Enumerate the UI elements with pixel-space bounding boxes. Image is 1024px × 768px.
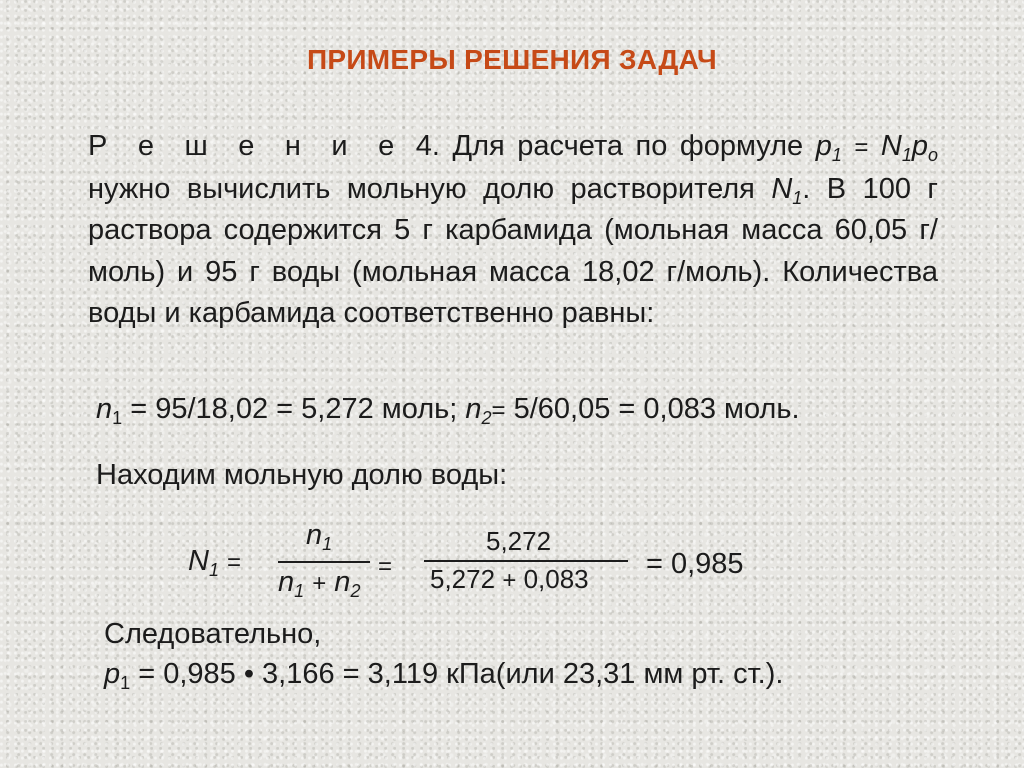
slide-title: ПРИМЕРЫ РЕШЕНИЯ ЗАДАЧ <box>306 44 718 75</box>
solution-text-2: нужно вычислить мольную долю растворителя <box>88 172 755 205</box>
n1-expression: = 95/18,02 = 5,272 моль; <box>122 393 466 425</box>
conclusion-line-1: Следовательно, <box>104 618 322 650</box>
solution-text-3: . В 100 г раствора содержится 5 г карбамида (мольная масса 60,05 г/моль) и 95 г воды (мольная масса 18,02 г/моль). Количества воды и карбамида соответственно равны: <box>88 172 938 329</box>
solution-number: 4. <box>415 130 440 162</box>
fraction-2-numerator: 5,272 <box>486 526 552 556</box>
fraction-2-bar <box>424 560 628 562</box>
solution-paragraph <box>88 126 938 335</box>
conclusion-expression: = 0,985 • 3,166 = 3,119 кПа(или 23,31 мм рт. ст.). <box>130 658 784 690</box>
fraction-1-bar <box>278 561 370 563</box>
mole-fraction-symbol: $N_1$ <box>771 172 803 208</box>
formula-N1p0: $N_1p_o$ <box>880 130 939 165</box>
fraction-lhs: $N_1$ = <box>188 545 242 580</box>
solution-text-1: Для расчета по формуле <box>452 130 804 162</box>
find-mole-fraction-text: Находим мольную долю воды: <box>96 459 508 491</box>
formula-equals: = <box>854 134 869 161</box>
formula-p1: $p_1$ <box>815 130 842 165</box>
fraction-equals-2: = <box>378 553 393 580</box>
solution-heading: Р е ш е н и е <box>88 130 404 162</box>
n2-expression: 5/60,05 = 0,083 моль. <box>505 393 800 425</box>
fraction-result: = 0,985 <box>646 548 744 580</box>
fraction-1-numerator: $n_1$ <box>306 519 333 554</box>
fraction-1-denominator: $n_1 + n_2$ <box>278 566 361 601</box>
fraction-2-denominator: 5,272 + 0,083 <box>430 564 589 594</box>
conclusion-line-2: $p_1 = 0,985$ • 3,166 = 3,119 кПа(или 23,31 мм рт. ст.). <box>104 658 784 693</box>
amounts-line: $n_1 = 95/18,02 = 5,272$ моль; $n_2= 5/60,05 = 0,083$ моль. <box>96 393 800 428</box>
